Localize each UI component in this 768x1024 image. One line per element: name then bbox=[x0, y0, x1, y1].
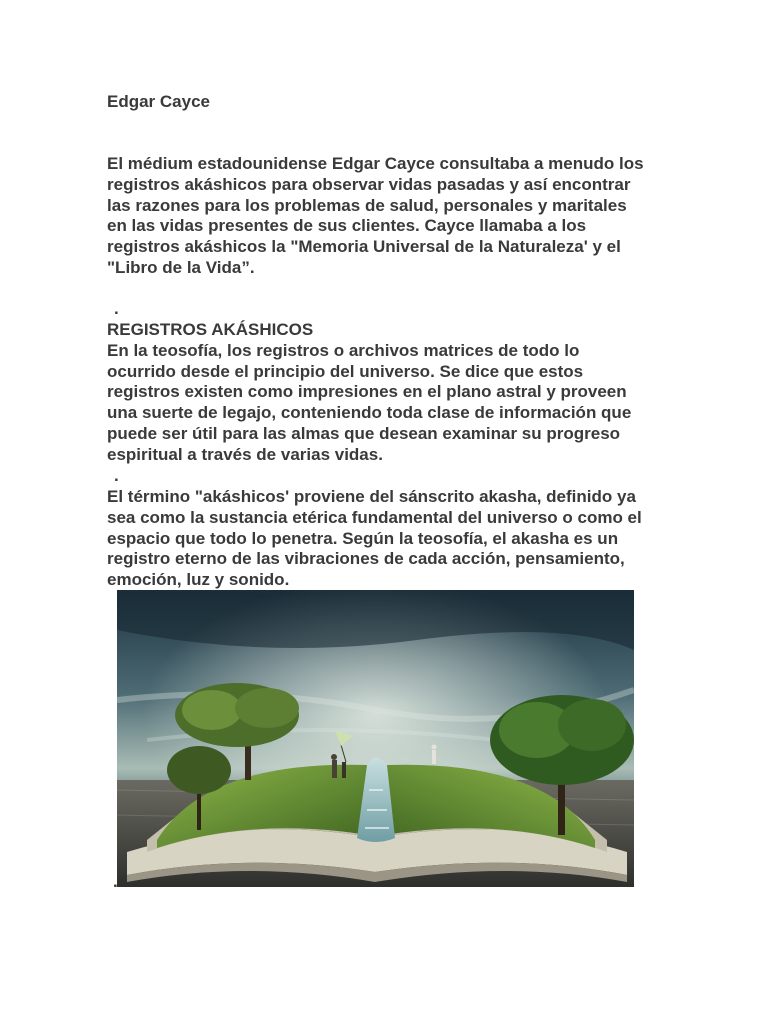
section-line: ocurrido desde el principio del universo. Se dice que estos bbox=[107, 361, 584, 381]
section-line: una suerte de legajo, conteniendo toda clase de información que bbox=[107, 403, 632, 423]
intro-line: registros akáshicos para observar vidas pasadas y así encontrar bbox=[107, 174, 631, 194]
intro-line: registros akáshicos la "Memoria Universal de la Naturaleza' y el bbox=[107, 237, 621, 257]
section-line: espiritual a través de varias vidas. bbox=[107, 444, 383, 464]
separator-dot: . bbox=[113, 872, 118, 891]
open-book-landscape-image bbox=[117, 590, 634, 887]
intro-line: El médium estadounidense Edgar Cayce consultaba a menudo los bbox=[107, 154, 644, 173]
separator-dot: . bbox=[114, 466, 119, 485]
akasha-paragraph bbox=[107, 487, 687, 591]
intro-paragraph bbox=[107, 154, 687, 279]
intro-line: "Libro de la Vida”. bbox=[107, 257, 255, 277]
document-title: Edgar Cayce bbox=[107, 92, 210, 111]
akasha-line: emoción, luz y sonido. bbox=[107, 570, 290, 590]
section-line: En la teosofía, los registros o archivos matrices de todo lo bbox=[107, 340, 580, 360]
intro-line: en las vidas presentes de sus clientes. Cayce llamaba a los bbox=[107, 216, 587, 236]
section-line: puede ser útil para las almas que desean examinar su progreso bbox=[107, 423, 621, 443]
akasha-line: registro eterno de las vibraciones de cada acción, pensamiento, bbox=[107, 549, 625, 569]
akasha-line: El término "akáshicos' proviene del sánscrito akasha, definido ya bbox=[107, 487, 636, 506]
akasha-line: espacio que todo lo penetra. Según la teosofía, el akasha es un bbox=[107, 528, 619, 548]
section-heading: REGISTROS AKÁSHICOS bbox=[107, 320, 314, 339]
akasha-line: sea como la sustancia etérica fundamental del universo o como el bbox=[107, 507, 642, 527]
separator-dot: . bbox=[114, 299, 119, 318]
intro-line: las razones para los problemas de salud, personales y maritales bbox=[107, 195, 627, 215]
registros-section bbox=[107, 320, 687, 466]
section-line: registros existen como impresiones en el plano astral y proveen bbox=[107, 382, 627, 402]
